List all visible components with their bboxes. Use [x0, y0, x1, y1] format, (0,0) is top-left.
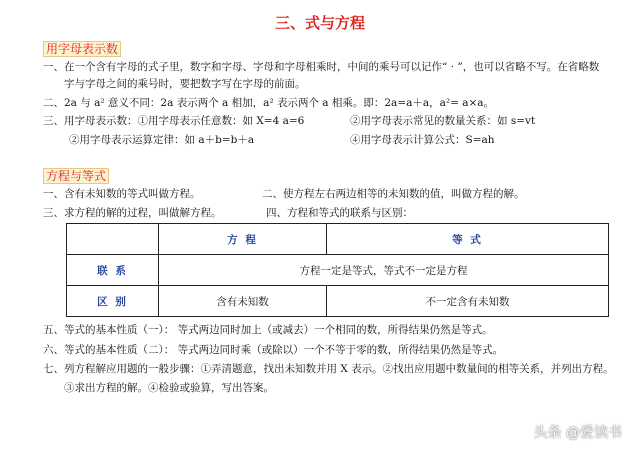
text-line: 二、2a 与 a² 意义不同：2a 表示两个 a 相加，a² 表示两个 a 相乘。即：2a=a＋a，a²= a×a。 [43, 97, 495, 109]
text-line: 六、等式的基本性质（二）： 等式两边同时乘（或除以）一个不等于零的数，所得结果仍然是等式。 [43, 344, 504, 356]
text-line: 三、用字母表示数：①用字母表示任意数：如 X=4 a=6 [43, 115, 305, 127]
text-line: ④用字母表示计算公式：S=ah [350, 134, 495, 146]
table-corner [67, 224, 159, 255]
table-header-equation: 方 程 [159, 224, 327, 255]
table-row-label: 联 系 [67, 255, 159, 286]
text-line: 四、方程和等式的联系与区别： [266, 207, 413, 219]
text-line: 一、含有未知数的等式叫做方程。 [43, 188, 201, 200]
text-line: 七、列方程解应用题的一般步骤：①弄清题意，找出未知数并用 X 表示。②找出应用题中数量间的相等关系，并列出方程。 [43, 363, 614, 375]
table-header-equality: 等 式 [327, 224, 609, 255]
section-heading-equations: 方程与等式 [43, 168, 109, 184]
table-row-label: 区 别 [67, 286, 159, 317]
text-line: 字与字母之间的乘号时，要把数字写在字母的前面。 [64, 78, 306, 90]
text-line: 三、求方程的解的过程，叫做解方程。 [43, 207, 222, 219]
page-title: 三、式与方程 [274, 14, 365, 32]
text-line: 一、在一个含有字母的式子里，数字和字母、字母和字母相乘时，中间的乘号可以记作“ · ”，也可以省略不写。在省略数 [43, 61, 600, 73]
section-heading-letters: 用字母表示数 [43, 41, 121, 57]
table-cell: 含有未知数 [159, 286, 327, 317]
text-line: ③求出方程的解。④检验或验算，写出答案。 [64, 382, 274, 394]
table-cell: 方程一定是等式，等式不一定是方程 [159, 255, 609, 286]
watermark: 头条 @爱读书 [533, 425, 622, 441]
text-line: 五、等式的基本性质（一）： 等式两边同时加上（或减去）一个相同的数，所得结果仍然是等式。 [43, 324, 493, 336]
text-line: 二、使方程左右两边相等的未知数的值，叫做方程的解。 [262, 188, 525, 200]
text-line: ②用字母表示常见的数量关系：如 s=vt [350, 115, 536, 127]
comparison-table [66, 223, 609, 317]
text-line: ②用字母表示运算定律：如 a＋b=b＋a [69, 134, 255, 146]
table-cell: 不一定含有未知数 [327, 286, 609, 317]
